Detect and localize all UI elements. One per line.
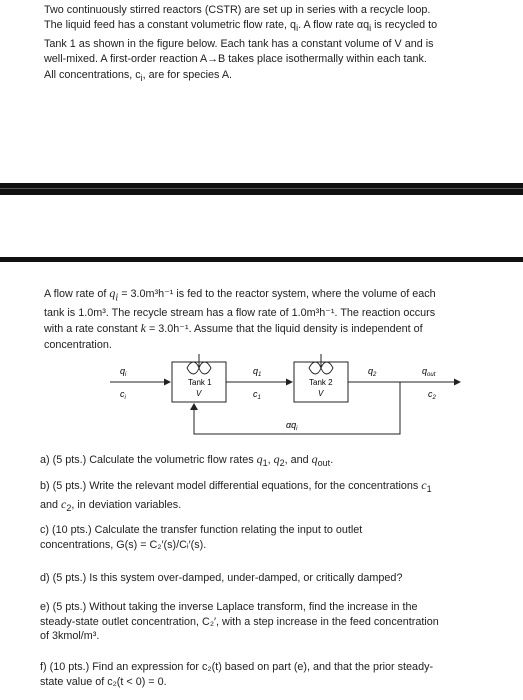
intro-line-1: Two continuously stirred reactors (CSTR) are set up in series with a recycle loop.	[44, 4, 431, 16]
tank-2-volume: V	[318, 389, 324, 398]
qout-label: $q_{out}$	[422, 366, 436, 378]
c2-label: $c_2$	[428, 389, 436, 401]
scan-band-bottom	[0, 257, 523, 262]
question-e: e) (5 pts.) Without taking the inverse Laplace transform, find the increase in the steady-state outlet concentration, C₂′, with a step increase in the feed concentration of 3kmol/m³.	[40, 601, 439, 643]
intro-line-5: All concentrations, $c_i$, are for species A.	[44, 68, 233, 83]
q-in-label: $q_i$	[120, 366, 127, 378]
intro-line-4: well-mixed. A first-order reaction A→B takes place isothermally within each tank.	[44, 53, 427, 66]
tank-1-label: Tank 1	[188, 378, 212, 387]
problem-line-1: A flow rate of $q_i = 3.0m^3h^{-1}$ is fed to the reactor system, where the volume of each	[44, 286, 436, 304]
question-f: f) (10 pts.) Find an expression for c₂(t) based on part (e), and that the prior steady- state value of c₂(t < 0) = 0.	[40, 661, 434, 688]
recycle-arrowhead	[190, 403, 198, 410]
intro-line-3: Tank 1 as shown in the figure below. Each tank has a constant volume of V and is	[44, 37, 434, 50]
question-d: d) (5 pts.) Is this system over-damped, under-damped, or critically damped?	[40, 572, 403, 584]
question-b: b) (5 pts.) Write the relevant model differential equations, for the concentrations $c_1$ and $c_2$, in deviation variables.	[40, 478, 432, 513]
question-a: a) (5 pts.) Calculate the volumetric flow rates $q_1$, $q_2$, and $q_{out}$.	[40, 452, 334, 469]
q2-label: $q_2$	[368, 366, 377, 378]
intro-paragraph	[44, 3, 504, 86]
question-c: c) (10 pts.) Calculate the transfer function relating the input to outlet concentrations, G(s) = C₂′(s)/Cᵢ′(s).	[40, 524, 363, 551]
c1-label: $c_1$	[253, 389, 261, 401]
problem-line-2: tank is 1.0m³. The recycle stream has a flow rate of 1.0m³h⁻¹. The reaction occurs	[44, 306, 436, 319]
c-in-label: $c_i$	[120, 389, 126, 401]
reactor-diagram	[110, 352, 470, 444]
tank-2-label: Tank 2	[309, 378, 333, 387]
intro-line-2: The liquid feed has a constant volumetric flow rate, $q_i$. A flow rate $\alpha q_i$ is recycled to	[44, 19, 438, 34]
problem-paragraph	[44, 286, 504, 353]
problem-line-4: concentration.	[44, 338, 112, 351]
scan-band-top	[0, 183, 523, 195]
tank-1-volume: V	[196, 389, 202, 398]
recycle-label: $\alpha q_i$	[286, 420, 298, 432]
q1-label: $q_1$	[253, 366, 262, 378]
problem-line-3: with a rate constant k = 3.0h⁻¹. Assume that the liquid density is independent of	[44, 321, 423, 336]
